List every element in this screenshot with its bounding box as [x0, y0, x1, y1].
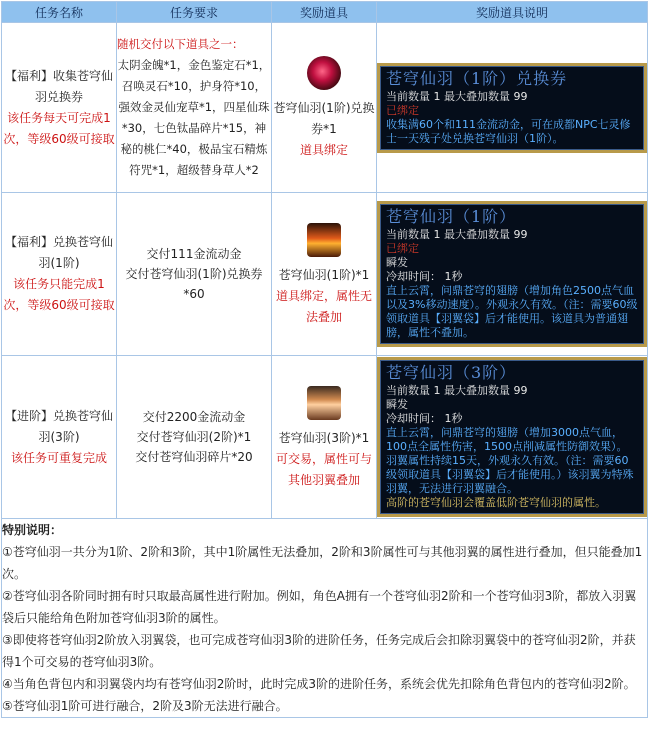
quest-condition: 该任务可重复完成 — [10, 450, 107, 465]
tooltip-title: 苍穹仙羽（3阶） — [386, 363, 517, 382]
reward-item-name: 苍穹仙羽(3阶)*1 — [278, 430, 370, 445]
reward-item-note: 可交易，属性可与其他羽翼叠加 — [275, 451, 372, 487]
reward-item-cell — [272, 193, 377, 356]
requirement-items: 交付2200金流动金 交付苍穹仙羽(2阶)*1 交付苍穹仙羽碎片*20 — [135, 410, 253, 464]
tooltip-description: 收集满60个和111金流动金，可在成都NPC七灵修士一天残子处兑换苍穹仙羽（1阶）。 — [386, 117, 631, 145]
item-tooltip — [377, 63, 647, 153]
tooltip-quantity: 当前数量 1 最大叠加数量 99 — [386, 384, 528, 397]
header-quest-name: 任务名称 — [2, 2, 117, 23]
item-tooltip — [377, 357, 647, 517]
reward-description-cell — [377, 356, 648, 519]
note-item: ④当角色背包内和羽翼袋内均有苍穹仙羽2阶时，此时完成3阶的进阶任务，系统会优先扣除角色背包内的苍穹仙羽2阶。 — [2, 677, 636, 691]
item-tooltip — [377, 201, 647, 347]
quest-requirement-cell — [117, 193, 272, 356]
tooltip-cooldown: 冷却时间： 1秒 — [386, 412, 463, 425]
reward-description-cell — [377, 23, 648, 193]
quest-name-cell — [2, 356, 117, 519]
table-row — [2, 23, 648, 193]
notes-title: 特别说明： — [2, 523, 63, 537]
reward-item-note: 道具绑定 — [299, 143, 348, 157]
tooltip-bind-status: 已绑定 — [386, 103, 419, 117]
tooltip-title: 苍穹仙羽（1阶） — [386, 207, 517, 226]
requirement-intro: 随机交付以下道具之一： — [117, 37, 244, 51]
reward-item-name: 苍穹仙羽(1阶)兑换券*1 — [273, 101, 375, 136]
quest-table — [1, 1, 648, 718]
quest-requirement-cell — [117, 23, 272, 193]
note-item: ⑤苍穹仙羽1阶可进行融合，2阶及3阶无法进行融合。 — [2, 699, 288, 713]
tooltip-quantity: 当前数量 1 最大叠加数量 99 — [386, 89, 528, 103]
tooltip-description: 直上云霄，问鼎苍穹的翅膀（增加3000点气血，100点全属性伤害，1500点削减属性防御效果）。羽翼属性持续15天，外观永久有效。（注：需要60级领取道具【羽翼袋】后才能使用。）该羽翼为特殊羽翼，无法进行羽翼融合。 — [386, 426, 634, 495]
tooltip-quantity: 当前数量 1 最大叠加数量 99 — [386, 228, 528, 241]
quest-requirement-cell — [117, 356, 272, 519]
quest-name-cell — [2, 23, 117, 193]
quest-name: 【福利】收集苍穹仙羽兑换券 — [4, 68, 113, 104]
quest-name: 【进阶】兑换苍穹仙羽(3阶) — [4, 408, 113, 444]
header-row — [2, 2, 648, 23]
tooltip-cooldown: 冷却时间： 1秒 — [386, 270, 463, 283]
quest-name: 【福利】兑换苍穹仙羽(1阶) — [4, 235, 113, 270]
wings-orange-icon — [307, 223, 341, 257]
note-item: ①苍穹仙羽一共分为1阶、2阶和3阶，其中1阶属性无法叠加，2阶和3阶属性可与其他羽翼的属性进行叠加，但只能叠加1次。 — [2, 545, 643, 581]
feather-voucher-icon — [307, 56, 341, 90]
table-row — [2, 193, 648, 356]
note-item: ②苍穹仙羽各阶同时拥有时只取最高属性进行附加。例如，角色A拥有一个苍穹仙羽2阶和一个苍穹仙羽3阶，都放入羽翼袋后只能给角色附加苍穹仙羽3阶的属性。 — [2, 589, 637, 625]
wings-gold-icon — [307, 386, 341, 420]
header-reward-description: 奖励道具说明 — [377, 2, 648, 23]
page — [1, 1, 649, 743]
quest-condition: 该任务每天可完成1次，等级60级可接取 — [3, 110, 115, 146]
requirement-items: 太阴金魄*1，金色鉴定石*1，召唤灵石*10，护身符*10，强效金灵仙宠草*1，四星仙珠*30，七色钛晶碎片*15，神秘的桃仁*40，极品宝石精炼符咒*1，超级替身草人*2 — [117, 58, 271, 177]
tooltip-bind-status: 已绑定 — [386, 242, 419, 255]
reward-item-cell — [272, 23, 377, 193]
header-reward-item: 奖励道具 — [272, 2, 377, 23]
header-quest-requirement: 任务要求 — [117, 2, 272, 23]
special-notes — [2, 519, 648, 718]
note-item: ③即使将苍穹仙羽2阶放入羽翼袋，也可完成苍穹仙羽3阶的进阶任务，任务完成后会扣除羽翼袋中的苍穹仙羽2阶，并获得1个可交易的苍穹仙羽3阶。 — [2, 633, 636, 669]
quest-name-cell — [2, 193, 117, 356]
tooltip-extra-note: 高阶的苍穹仙羽会覆盖低阶苍穹仙羽的属性。 — [386, 496, 606, 509]
reward-item-name: 苍穹仙羽(1阶)*1 — [278, 267, 370, 282]
reward-item-cell — [272, 356, 377, 519]
requirement-items: 交付111金流动金 交付苍穹仙羽(1阶)兑换券*60 — [125, 247, 263, 301]
tooltip-description: 直上云霄，问鼎苍穹的翅膀（增加角色2500点气血以及3%移动速度）。外观永久有效。（注：需要60级领取道具【羽翼袋】后才能使用。该道具为普通翅膀，属性不叠加。 — [386, 284, 638, 339]
tooltip-use-type: 瞬发 — [386, 256, 408, 269]
tooltip-use-type: 瞬发 — [386, 398, 408, 411]
table-row — [2, 356, 648, 519]
reward-item-note: 道具绑定，属性无法叠加 — [275, 288, 372, 324]
notes-row — [2, 519, 648, 718]
quest-condition: 该任务只能完成1次，等级60级可接取 — [3, 277, 115, 312]
tooltip-title: 苍穹仙羽（1阶）兑换券 — [386, 68, 568, 88]
reward-description-cell — [377, 193, 648, 356]
